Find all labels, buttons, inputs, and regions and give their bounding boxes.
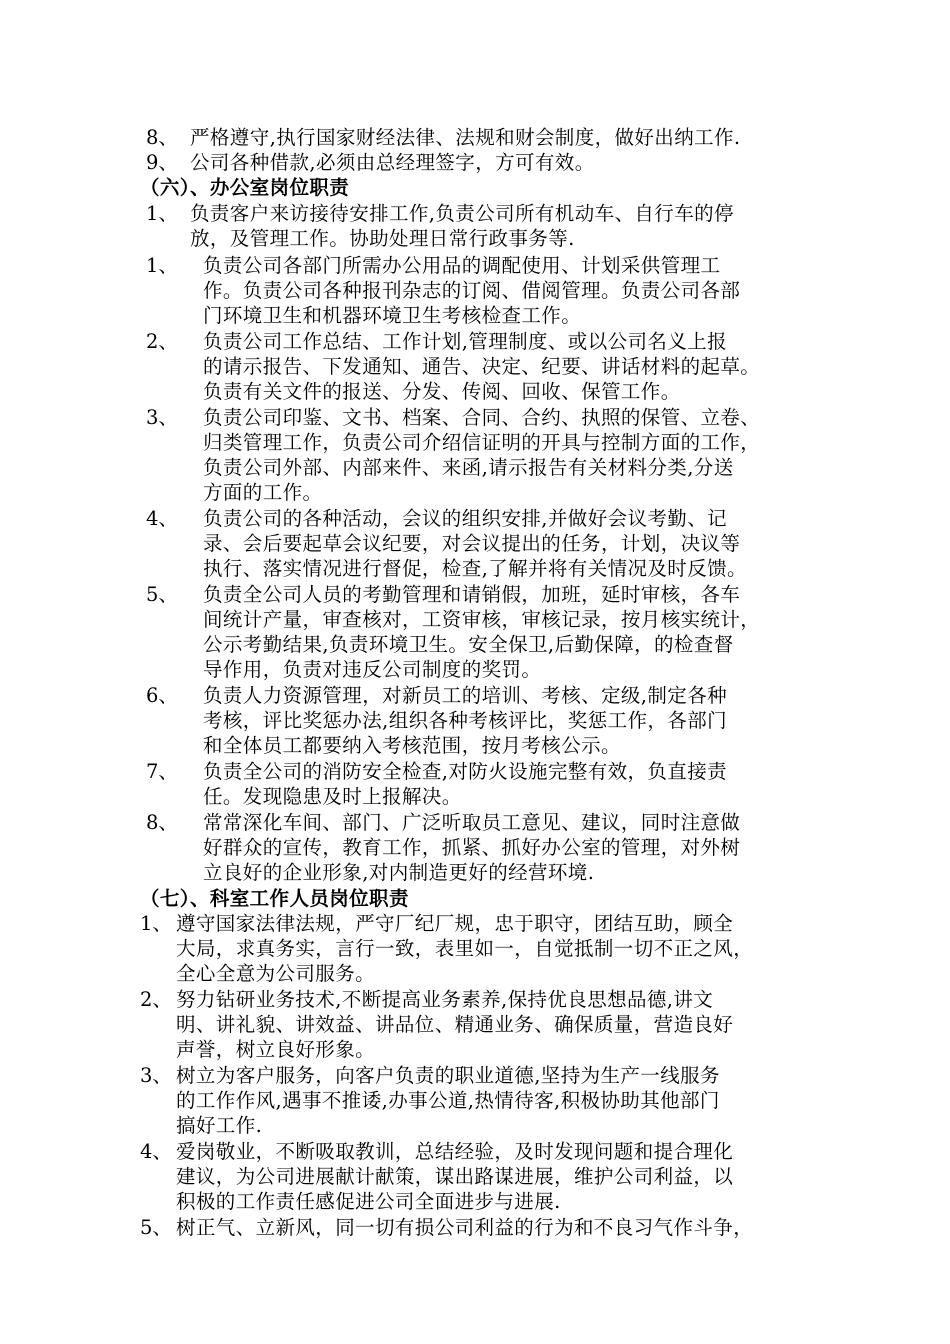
list-item-text: 全心全意为公司服务。 <box>176 962 376 985</box>
list-item-text: 树正气、立新风，同一切有损公司利益的行为和不良习气作斗争， <box>176 1216 754 1239</box>
list-number: 8、 <box>146 126 178 149</box>
list-item-text: 遵守国家法律法规，严守厂纪厂规，忠于职守，团结互助，顾全 <box>176 912 734 935</box>
list-number: 2、 <box>146 330 178 353</box>
list-item-text: 任。发现隐患及时上报解决。 <box>203 785 462 808</box>
list-item-text: 负责公司外部、内部来件、来函,请示报告有关材料分类,分送 <box>203 456 734 479</box>
list-item-text: 公司各种借款,必须由总经理签字，方可有效。 <box>190 151 595 174</box>
list-item-text: 负责公司印鉴、文书、档案、合同、合约、执照的保管、立卷、 <box>203 406 761 429</box>
list-item-text: 好群众的宣传，教育工作，抓紧、抓好办公室的管理，对外树 <box>203 836 741 859</box>
list-number: 5、 <box>146 583 178 606</box>
list-item-text: 的请示报告、下发通知、通告、决定、纪要、讲话材料的起草。 <box>203 355 761 378</box>
list-item-text: 搞好工作. <box>176 1114 263 1137</box>
list-item-text: 常常深化车间、部门、广泛听取员工意见、建议，同时注意做 <box>203 811 741 834</box>
section-heading: （六）、办公室岗位职责 <box>140 176 350 199</box>
list-number: 4、 <box>140 1140 172 1163</box>
list-item-text: 明、讲礼貌、讲效益、讲品位、精通业务、确保质量，营造良好 <box>176 1013 734 1036</box>
list-item-text: 负责全公司的消防安全检查,对防火设施完整有效，负直接责 <box>203 760 727 783</box>
list-number: 6、 <box>146 684 178 707</box>
section-heading: （七）、科室工作人员岗位职责 <box>140 887 409 910</box>
list-number: 3、 <box>146 406 178 429</box>
list-item-text: 负责有关文件的报送、分发、传阅、回收、保管工作。 <box>203 380 681 403</box>
list-number: 1、 <box>146 254 178 277</box>
list-item-text: 大局，求真务实，言行一致，表里如一，自觉抵制一切不正之风， <box>176 937 754 960</box>
list-item-text: 录、会后要起草会议纪要，对会议提出的任务，计划，决议等 <box>203 532 741 555</box>
list-item-text: 努力钻研业务技术,不断提高业务素养,保持优良思想品德,讲文 <box>176 988 714 1011</box>
list-number: 4、 <box>146 507 178 530</box>
list-number: 5、 <box>140 1216 172 1239</box>
list-item-text: 负责公司的各种活动，会议的组织安排,并做好会议考勤、记 <box>203 507 727 530</box>
list-item-text: 负责客户来访接待安排工作,负责公司所有机动车、自行车的停 <box>190 202 734 225</box>
list-item-text: 负责全公司人员的考勤管理和请销假，加班，延时审核，各车 <box>203 583 741 606</box>
list-item-text: 声誉，树立良好形象。 <box>176 1038 376 1061</box>
list-item-text: 作。负责公司各种报刊杂志的订阅、借阅管理。负责公司各部 <box>203 279 741 302</box>
list-item-text: 爱岗敬业，不断吸取教训，总结经验，及时发现问题和提合理化 <box>176 1140 734 1163</box>
list-item-text: 树立为客户服务，向客户负责的职业道德,坚持为生产一线服务 <box>176 1064 720 1087</box>
list-item-text: 和全体员工都要纳入考核范围，按月考核公示。 <box>203 734 621 757</box>
list-item-text: 建议，为公司进展献计献策，谋出路谋进展，维护公司利益，以 <box>176 1165 734 1188</box>
list-item-text: 严格遵守,执行国家财经法律、法规和财会制度，做好出纳工作. <box>190 126 741 149</box>
list-item-text: 公示考勤结果,负责环境卫生。安全保卫,后勤保障，的检查督 <box>203 633 734 656</box>
list-number: 1、 <box>146 202 178 225</box>
list-item-text: 执行、落实情况进行督促，检查,了解并将有关情况及时反馈。 <box>203 557 747 580</box>
list-item-text: 方面的工作。 <box>203 481 323 504</box>
list-item-text: 负责人力资源管理，对新员工的培训、考核、定级,制定各种 <box>203 684 727 707</box>
list-number: 2、 <box>140 988 172 1011</box>
list-item-text: 间统计产量，审查核对，工资审核，审核记录，按月核实统计， <box>203 608 761 631</box>
list-item-text: 导作用，负责对违反公司制度的奖罚。 <box>203 658 542 681</box>
list-item-text: 门环境卫生和机器环境卫生考核检查工作。 <box>203 304 582 327</box>
list-item-text: 立良好的企业形象,对内制造更好的经营环境. <box>203 861 595 884</box>
list-item-text: 负责公司工作总结、工作计划,管理制度、或以公司名义上报 <box>203 330 727 353</box>
list-number: 7、 <box>146 760 178 783</box>
list-number: 1、 <box>140 912 172 935</box>
list-number: 3、 <box>140 1064 172 1087</box>
list-item-text: 的工作作风,遇事不推诿,办事公道,热情待客,积极协助其他部门 <box>176 1089 720 1112</box>
list-item-text: 负责公司各部门所需办公用品的调配使用、计划采供管理工 <box>203 254 721 277</box>
list-item-text: 考核，评比奖惩办法,组织各种考核评比，奖惩工作，各部门 <box>203 709 727 732</box>
list-item-text: 归类管理工作，负责公司介绍信证明的开具与控制方面的工作， <box>203 431 761 454</box>
list-number: 8、 <box>146 811 178 834</box>
list-item-text: 放，及管理工作。协助处理日常行政事务等. <box>190 227 575 250</box>
list-number: 9、 <box>146 151 178 174</box>
list-item-text: 积极的工作责任感促进公司全面进步与进展. <box>176 1190 561 1213</box>
